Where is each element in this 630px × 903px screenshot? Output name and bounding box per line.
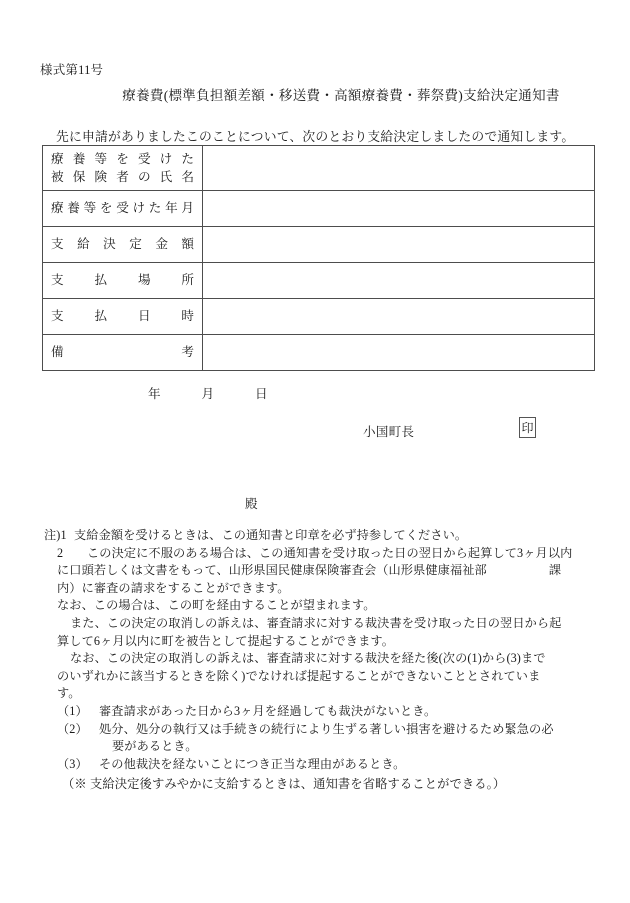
row-label-line-1: 支払日時 bbox=[51, 309, 194, 324]
row-value-decided-amount[interactable] bbox=[203, 227, 595, 263]
footer-note: （※ 支給決定後すみやかに支給するときは、通知書を省略することができる。） bbox=[62, 777, 506, 791]
note-item-2-line-6: 算して6ヶ月以内に町を被告として提起することができます。 bbox=[57, 633, 394, 648]
note-item-2-line-5: また、この決定の取消しの訴えは、審査請求に対する裁決書を受け取った日の翌日から起 bbox=[70, 615, 562, 630]
row-label-treatment-month bbox=[43, 191, 203, 227]
row-label-line-1: 支給決定金額 bbox=[51, 237, 194, 252]
note-subitem-1 bbox=[57, 703, 590, 721]
row-label-line-2: 被保険者の氏名 bbox=[51, 170, 194, 184]
table-row bbox=[43, 263, 595, 299]
row-label-decided-amount bbox=[43, 227, 203, 263]
seal-stamp-box: 印 bbox=[519, 417, 536, 438]
row-value-remarks[interactable] bbox=[203, 335, 595, 371]
form-number: 様式第11号 bbox=[40, 63, 104, 77]
note-item-2-line-2 bbox=[57, 562, 590, 580]
note-subitem-2-continuation: 要があるとき。 bbox=[112, 739, 198, 754]
row-label-line-1: 療養等を受けた年月 bbox=[51, 201, 194, 216]
table-row bbox=[43, 299, 595, 335]
note-1-marker: 注)1 bbox=[44, 528, 67, 542]
note-2-text-line-2b: 課 bbox=[548, 563, 562, 578]
note-item-2-line-9: す。 bbox=[57, 686, 81, 701]
note-subitem-3-marker: （3） bbox=[57, 756, 88, 771]
lead-paragraph: 先に申請がありましたこのことについて、次のとおり支給決定しましたので通知します。 bbox=[56, 130, 575, 144]
row-value-payment-datetime[interactable] bbox=[203, 299, 595, 335]
note-subitem-3-text: その他裁決を経ないことにつき正当な理由があるとき。 bbox=[99, 756, 406, 771]
note-subitem-1-text: 審査請求があった日から3ヶ月を経過しても裁決がないとき。 bbox=[99, 703, 437, 718]
row-label-line-1: 療養等を受けた bbox=[51, 151, 194, 166]
document-title: 療養費(標準負担額差額・移送費・高額療養費・葬祭費)支給決定通知書 bbox=[122, 88, 560, 103]
decision-details-table bbox=[42, 145, 595, 371]
note-item-2-line-4: なお、この場合は、この町を経由することが望まれます。 bbox=[57, 598, 376, 613]
row-label-remarks bbox=[43, 335, 203, 371]
note-item-1 bbox=[44, 527, 590, 545]
row-label-line-1: 支払場所 bbox=[51, 273, 194, 288]
signer-name: 小国町長 bbox=[363, 425, 415, 439]
note-item-2-line-8: のいずれかに該当するときを除く)でなければ提起することができないこととされていま bbox=[57, 668, 541, 683]
note-subitem-1-marker: （1） bbox=[57, 703, 88, 718]
note-item-2-line-7: なお、この決定の取消しの訴えは、審査請求に対する裁決を経た後(次の(1)から(3)まで bbox=[70, 651, 546, 666]
year-label: 年 bbox=[148, 387, 161, 401]
table-row bbox=[43, 335, 595, 371]
note-subitem-2-marker: （2） bbox=[57, 721, 88, 736]
table-row bbox=[43, 227, 595, 263]
row-label-line-1: 備考 bbox=[51, 345, 194, 360]
month-label: 月 bbox=[201, 387, 215, 401]
row-value-treatment-month[interactable] bbox=[203, 191, 595, 227]
note-item-2-line-1 bbox=[57, 545, 590, 563]
note-2-text-line-2a: に口頭若しくは文書をもって、山形県国民健康保険審査会（山形県健康福祉部 bbox=[57, 563, 487, 578]
note-2-text-line-1: この決定に不服のある場合は、この通知書を受け取った日の翌日から起算して3ヶ月以内 bbox=[87, 545, 573, 560]
note-item-2-line-3: 内）に審査の請求をすることができます。 bbox=[57, 580, 290, 595]
note-subitem-3 bbox=[57, 756, 590, 774]
day-label: 日 bbox=[255, 387, 268, 401]
row-value-payment-place[interactable] bbox=[203, 263, 595, 299]
note-2-marker: 2 bbox=[57, 545, 64, 560]
row-label-payment-place bbox=[43, 263, 203, 299]
note-subitem-2 bbox=[57, 721, 590, 739]
note-1-text: 支給金額を受けるときは、この通知書と印章を必ず持参してください。 bbox=[74, 528, 468, 542]
table-row bbox=[43, 146, 595, 191]
date-line bbox=[148, 383, 268, 402]
notes-section bbox=[44, 527, 590, 773]
addressee-honorific: 殿 bbox=[245, 497, 258, 511]
note-subitem-2-text: 処分、処分の執行又は手続きの続行により生ずる著しい損害を避けるため緊急の必 bbox=[99, 721, 554, 736]
table-row bbox=[43, 191, 595, 227]
row-label-insured-name bbox=[43, 146, 203, 191]
row-label-payment-datetime bbox=[43, 299, 203, 335]
row-value-insured-name[interactable] bbox=[203, 146, 595, 191]
